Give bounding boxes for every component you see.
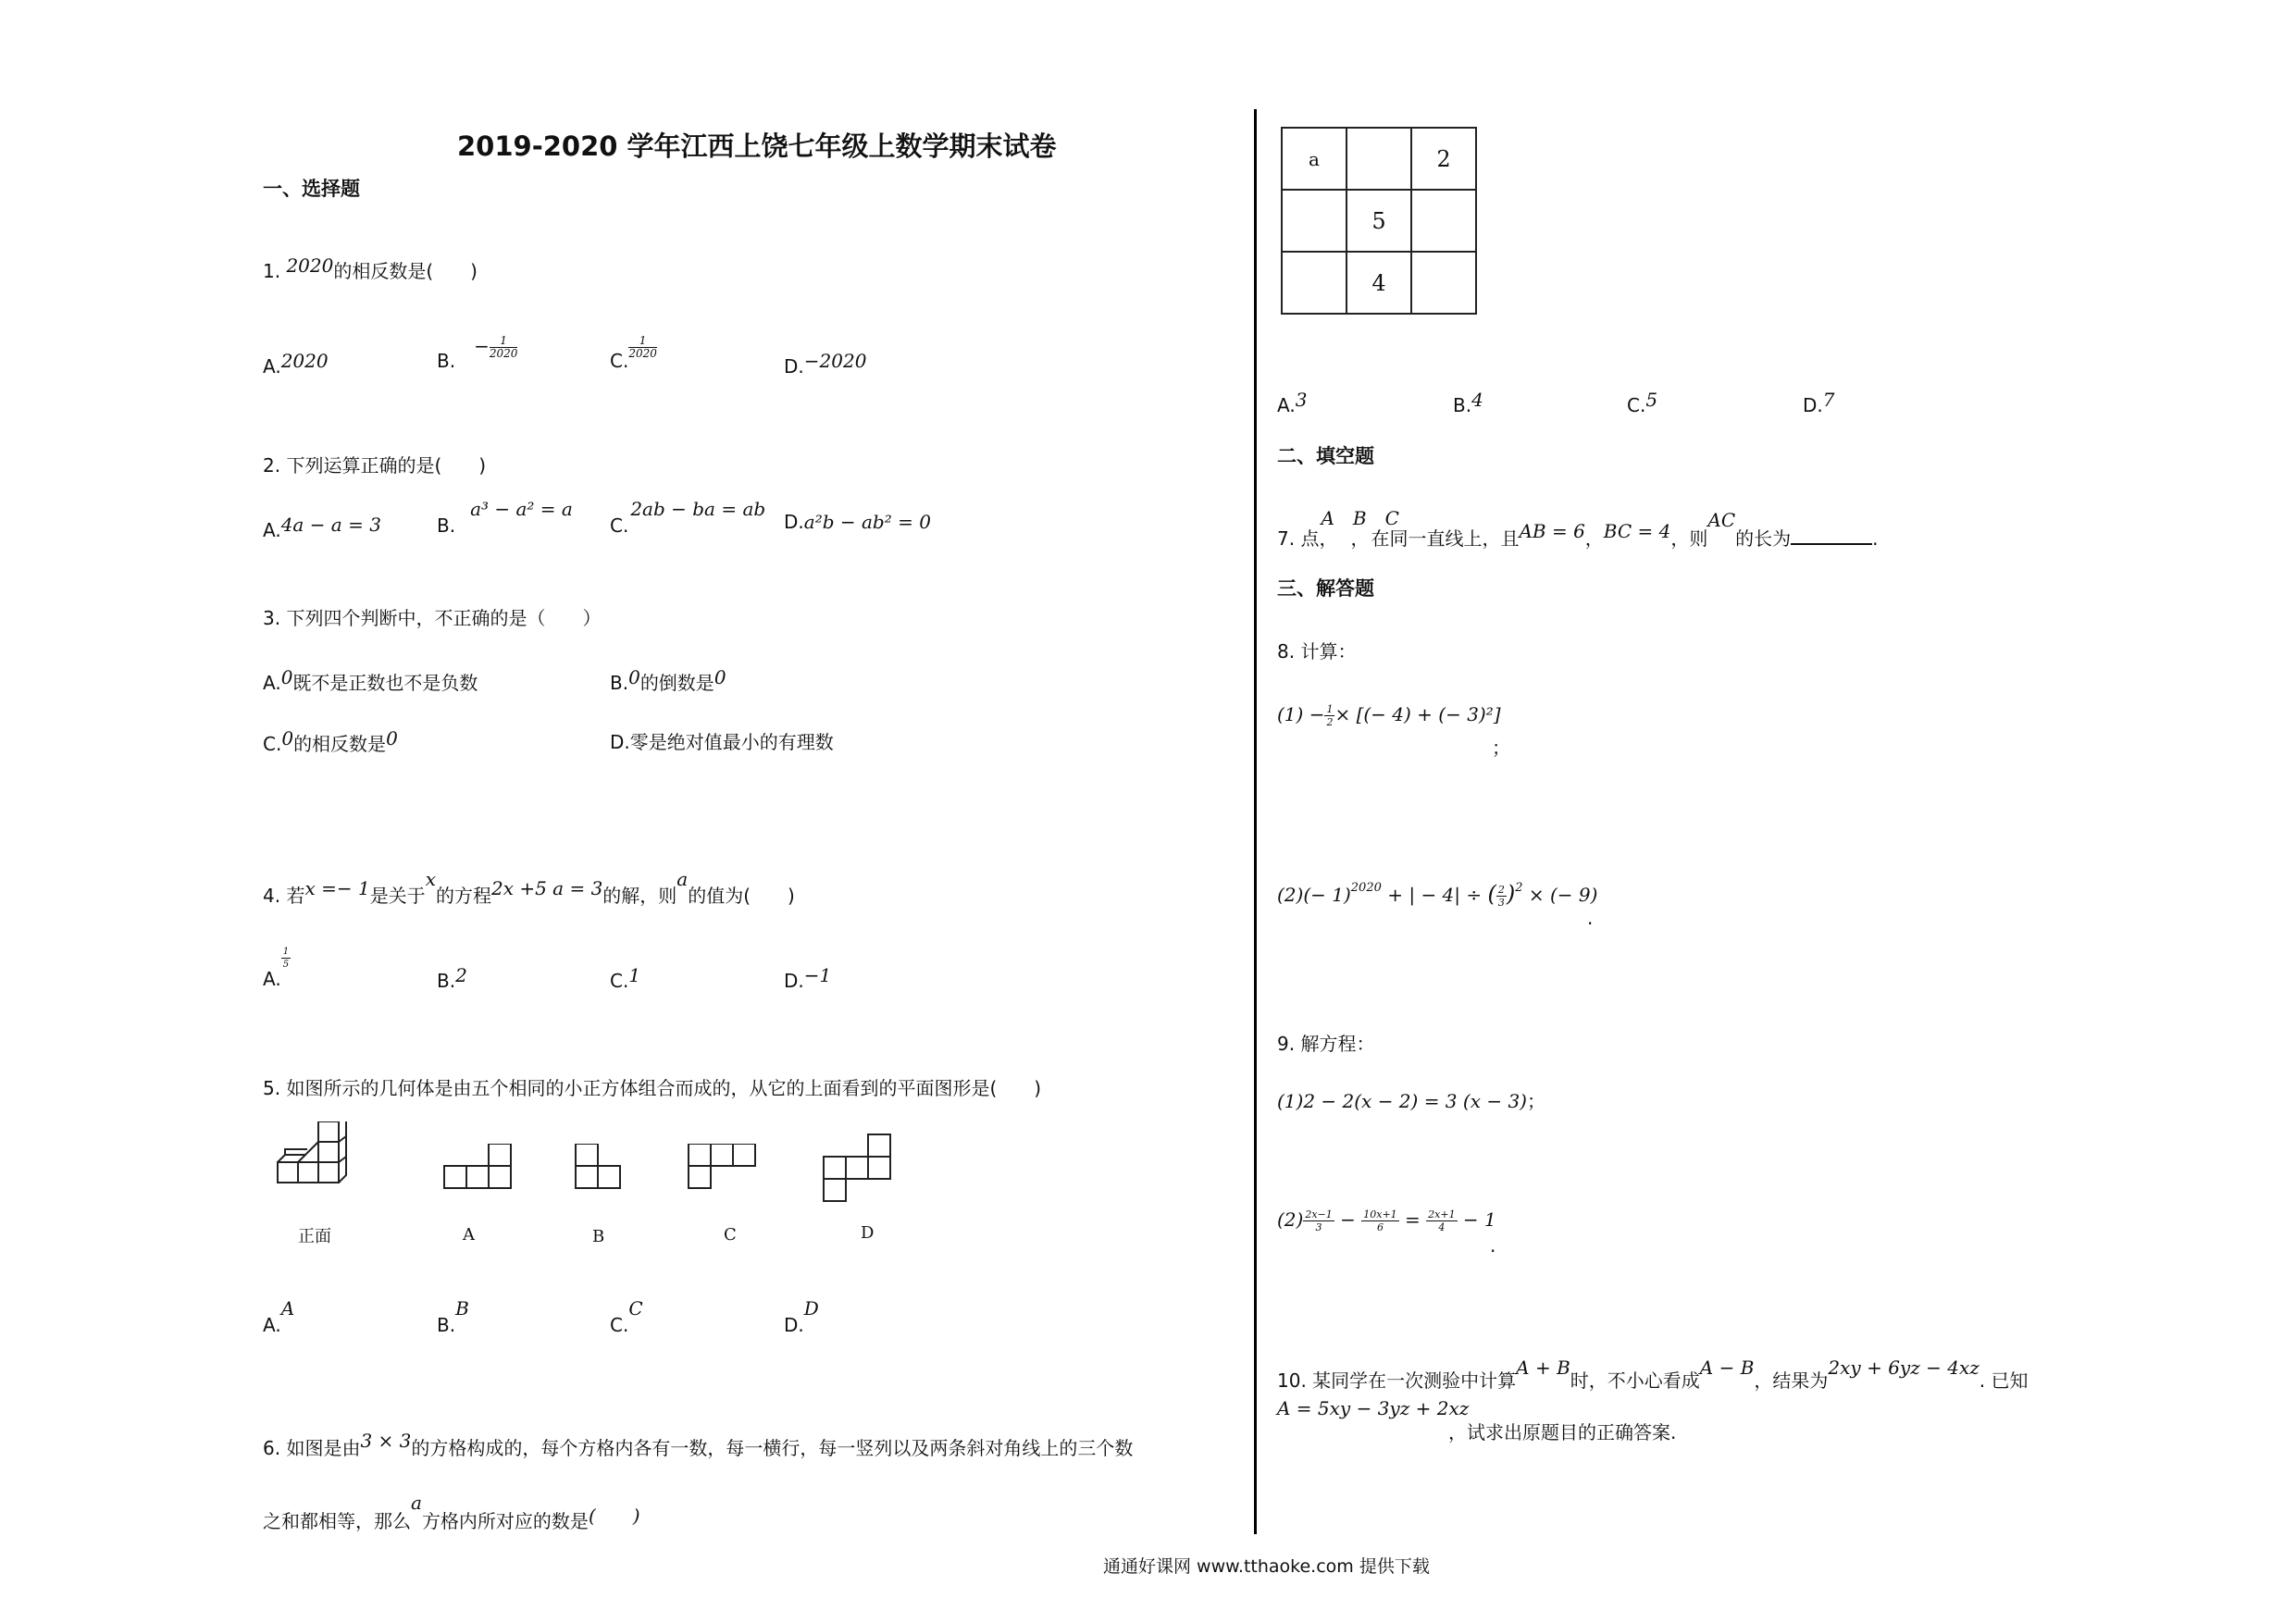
q9-part-2: (2) $\frac{2x-1}{3}$ − $\frac{10x+1}{6}$ = $\frac{2x+1}{4}$ − 1 (1277, 1208, 1496, 1233)
q8-part-2: $(2)(- 1)^{2020}$ + | − 4| ÷ ( $\frac{2}{3}$ )$^2$ × (− 9) (1277, 881, 1598, 909)
q4-option-d: D.−1 (784, 964, 832, 992)
figure-option-a (442, 1144, 516, 1192)
q8-part-1: (1) − $\frac{1}{2}$ × [(− 4) + (− 3)²] (1277, 703, 1501, 728)
grid-cell: a (1282, 128, 1347, 190)
q2-option-b: B.a³ − a² = a (437, 498, 573, 537)
q5-option-d: D.D (784, 1297, 819, 1336)
grid-cell (1411, 190, 1476, 252)
q8-part-2-end: . (1587, 907, 1594, 929)
section-solve: 三、解答题 (1277, 577, 1374, 600)
grid-cell (1411, 252, 1476, 314)
q5-option-a: A.A (263, 1297, 295, 1336)
q6-option-a: A.3 (1277, 389, 1308, 416)
column-divider (1254, 109, 1257, 1534)
q2-option-c: C.2ab − ba = ab (610, 498, 766, 537)
figure-option-b (574, 1144, 626, 1192)
q1-option-d: D.−2020 (784, 350, 867, 378)
magic-square-grid (1281, 127, 1477, 315)
footer-source: 通通好课网 www.tthaoke.com 提供下载 (1103, 1556, 1430, 1577)
q5-option-b: B.B (437, 1297, 469, 1336)
question-6-stem-line2: 之和都相等，那么a方格内所对应的数是( ) (263, 1492, 640, 1532)
q5-option-c: C.C (610, 1297, 643, 1336)
q3-option-c: C.0的相反数是0 (263, 727, 398, 755)
q4-option-b: B.2 (437, 964, 467, 992)
question-5-stem: 5. 如图所示的几何体是由五个相同的小正方体组合而成的，从它的上面看到的平面图形是( ) (263, 1077, 1042, 1099)
solid-figure-front (274, 1121, 370, 1196)
q3-option-b: B.0的倒数是0 (610, 666, 726, 694)
question-10-stem-line1: 10. 某同学在一次测验中计算A + B时，不小心看成A − B，结果为2xy + 6yz − 4xz. 已知 (1277, 1357, 2029, 1392)
question-6-stem-line1: 6. 如图是由3 × 3的方格构成的，每个方格内各有一数，每一横行，每一竖列以及两条斜对角线上的三个数 (263, 1430, 1134, 1459)
figure-label-front: 正面 (298, 1227, 331, 1246)
grid-cell: 5 (1347, 190, 1411, 252)
q1-option-a: A.2020 (263, 350, 329, 378)
grid-cell (1282, 252, 1347, 314)
grid-cell: 4 (1347, 252, 1411, 314)
q6-option-d: D.7 (1803, 389, 1835, 416)
q9-part-2-end: . (1490, 1234, 1496, 1257)
grid-cell: 2 (1411, 128, 1476, 190)
q2-option-a: A.4a − a = 3 (263, 514, 381, 541)
question-10-stem-line2: A = 5xy − 3yz + 2xz (1277, 1397, 1470, 1419)
q3-option-d: D.零是绝对值最小的有理数 (610, 731, 834, 753)
section-fill: 二、填空题 (1277, 445, 1374, 467)
page-title: 2019-2020 学年江西上饶七年级上数学期末试卷 (457, 130, 1057, 162)
figure-label-c: C (724, 1225, 737, 1245)
question-4-stem: 4. 若x =− 1是关于x的方程2x +5 a = 3的解，则a的值为( ) (263, 868, 795, 907)
q1-option-c: C. $\frac{1}{2020}$ (610, 334, 657, 372)
question-9-stem: 9. 解方程： (1277, 1033, 1375, 1055)
q2-option-d: D.a²b − ab² = 0 (784, 511, 931, 533)
question-10-stem-line3: ，试求出原题目的正确答案. (1448, 1421, 1677, 1443)
q8-part-1-end: ； (1492, 737, 1510, 759)
q4-option-a: A. $\frac{1}{5}$ (263, 947, 290, 990)
q3-option-a: A.0既不是正数也不是负数 (263, 666, 478, 694)
q4-option-c: C.1 (610, 964, 641, 992)
figure-option-d (822, 1133, 896, 1203)
figure-option-c (687, 1144, 761, 1192)
question-8-stem: 8. 计算： (1277, 640, 1357, 663)
section-choice: 一、选择题 (263, 178, 360, 200)
q6-option-b: B.4 (1453, 389, 1483, 416)
answer-blank[interactable] (1791, 527, 1872, 545)
question-7-stem: 7. 点 A B C ， ，在同一直线上，且AB = 6，BC = 4，则AC的长为 . (1277, 507, 1879, 550)
grid-cell (1282, 190, 1347, 252)
figure-label-a: A (463, 1225, 475, 1245)
q9-part-1: (1)2 − 2(x − 2) = 3 (x − 3)； (1277, 1090, 1545, 1112)
q1-option-b: B.− $\frac{1}{2020}$ (437, 334, 518, 372)
figure-label-b: B (592, 1227, 605, 1246)
question-1-stem: 1. 2020的相反数是( ) (263, 254, 478, 282)
q6-option-c: C.5 (1627, 389, 1658, 416)
question-2-stem: 2. 下列运算正确的是( ) (263, 454, 487, 477)
grid-cell (1347, 128, 1411, 190)
question-3-stem: 3. 下列四个判断中，不正确的是（ ） (263, 607, 602, 629)
figure-label-d: D (861, 1223, 875, 1243)
